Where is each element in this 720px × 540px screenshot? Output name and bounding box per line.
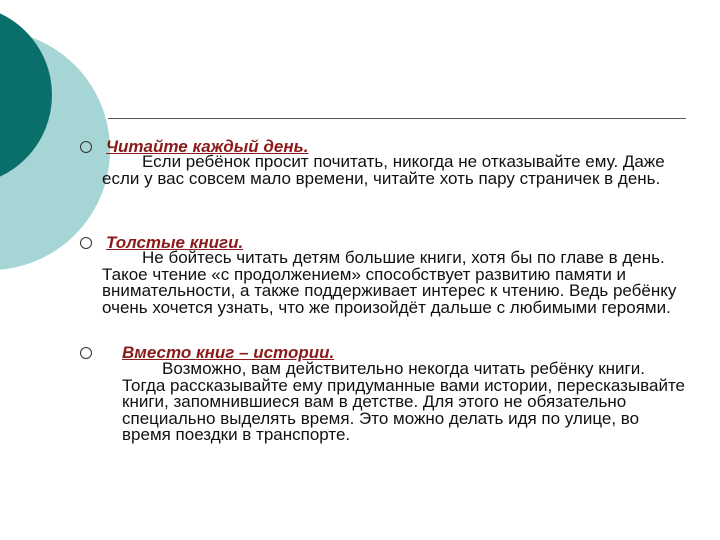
tip-text: Не бойтесь читать детям большие книги, хотя бы по главе в день. Такое чтение «с продолжением» способствует развитию памяти и внимательности, а также поддерживает интерес к чтению. Ведь ребёнку очень хочется узнать, что же произойдёт дальше с любимыми героями. — [102, 248, 677, 317]
tip-text: Если ребёнок просит почитать, никогда не отказывайте ему. Даже если у вас совсем мало времени, читайте хоть пару страничек в день. — [102, 152, 665, 188]
bullet-circle-icon — [80, 237, 92, 249]
bullet-circle-icon — [80, 141, 92, 153]
tip-title: Вместо книг – истории. — [122, 343, 335, 362]
decorative-circles — [0, 0, 110, 300]
tip-title: Читайте каждый день. — [106, 137, 309, 156]
tip-text: Возможно, вам действительно некогда читать ребёнку книги. Тогда рассказывайте ему придуманные вами истории, пересказывайте книги, запомнившиеся вам в детстве. Для этого не обязательно специально выделять время. Это можно делать идя по улице, во время поездки в транспорте. — [122, 359, 686, 444]
bullet-circle-icon — [80, 347, 92, 359]
tip-title: Толстые книги. — [106, 233, 244, 252]
divider-line — [108, 118, 686, 119]
